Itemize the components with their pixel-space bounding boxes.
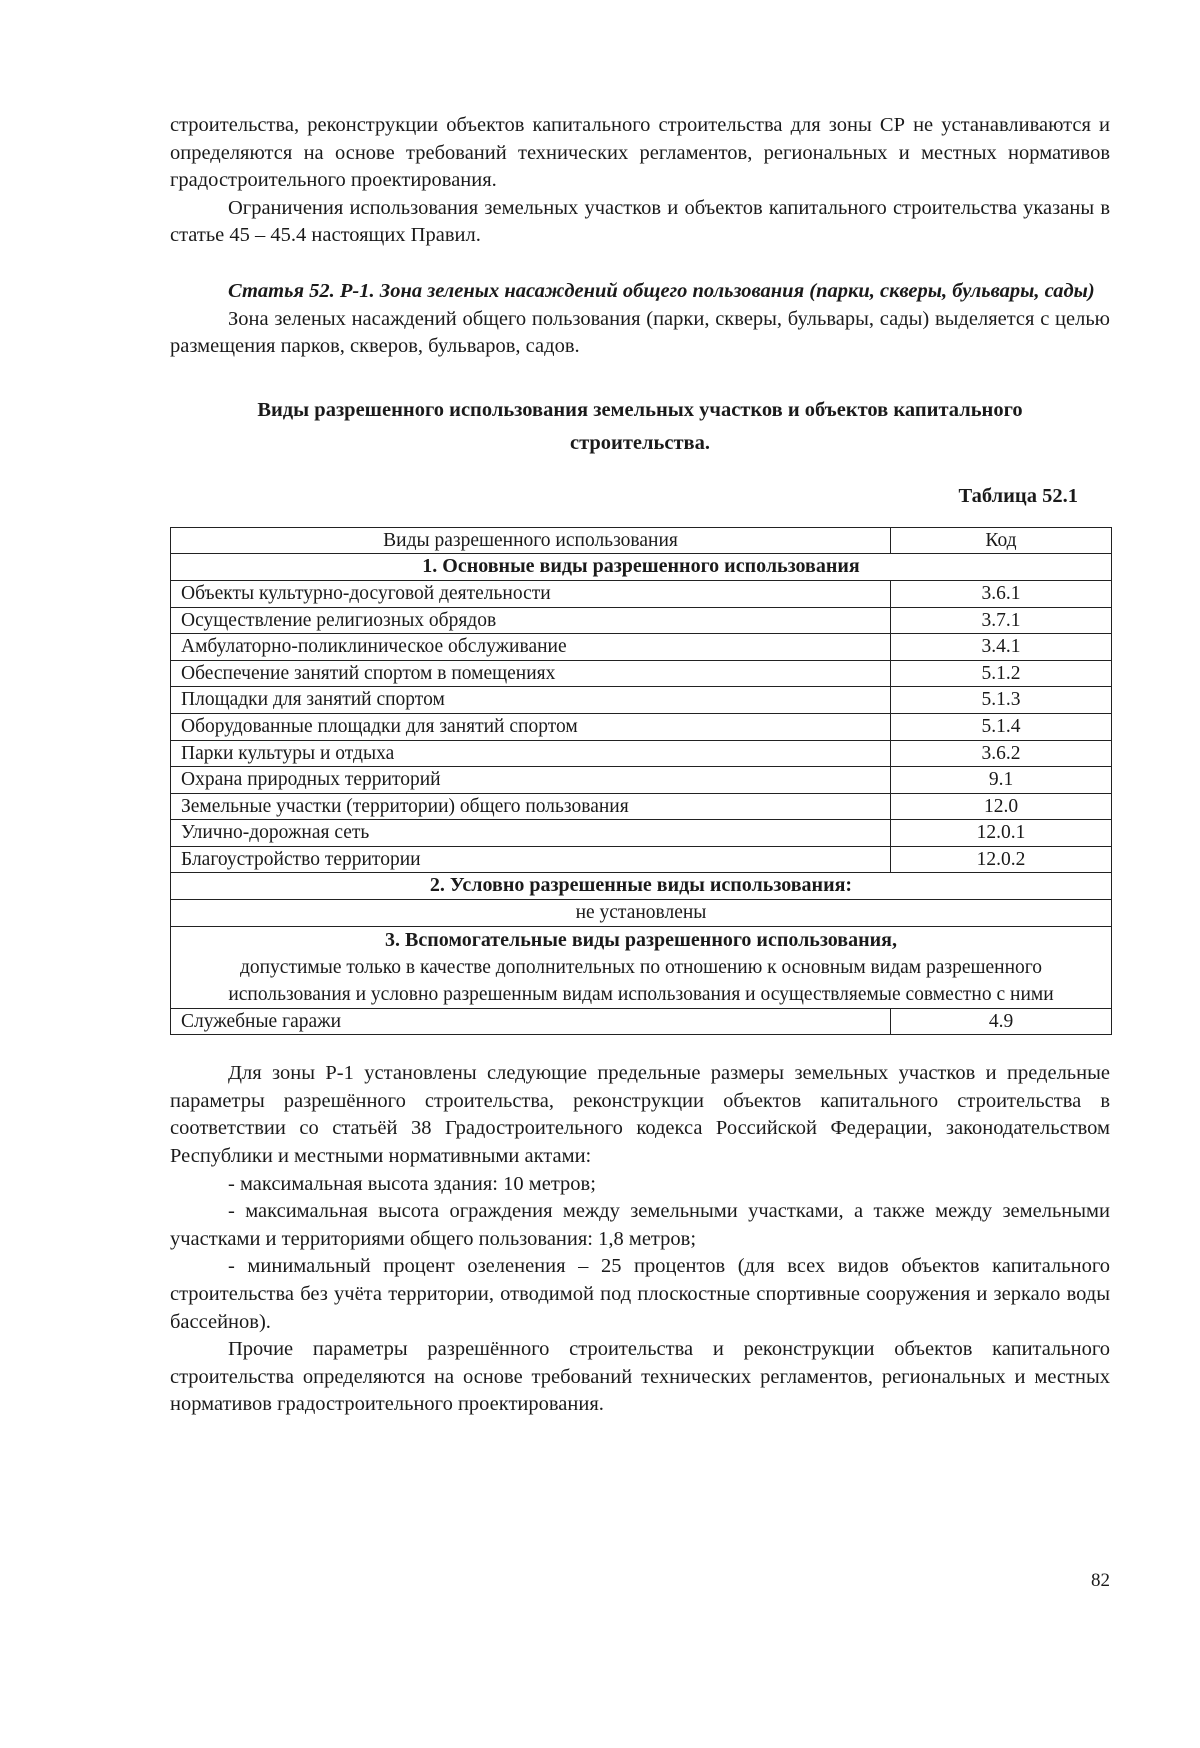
section-title-conditional: 2. Условно разрешенные виды использования:	[171, 873, 1112, 900]
table-header-row	[171, 527, 1112, 554]
params-item-height: - максимальная высота здания: 10 метров;	[228, 1172, 596, 1195]
use-code: 3.6.2	[891, 740, 1112, 767]
table-caption: Таблица 52.1	[958, 484, 1078, 507]
document-page	[170, 112, 1110, 1419]
conditional-value-row	[171, 900, 1112, 927]
table-row	[171, 820, 1112, 847]
column-header-code: Код	[891, 527, 1112, 554]
conditional-value: не установлены	[171, 900, 1112, 927]
article-title: Статья 52. Р-1. Зона зеленых насаждений общего пользования (парки, скверы, бульвары, сады)	[228, 279, 1095, 302]
table-row	[171, 634, 1112, 661]
use-name: Служебные гаражи	[171, 1008, 891, 1035]
table-row	[171, 687, 1112, 714]
use-code: 3.4.1	[891, 634, 1112, 661]
use-name: Охрана природных территорий	[171, 767, 891, 794]
params-item-fence: - максимальная высота ограждения между земельными участками, а также между земельными участками и территориями общего пользования: 1,8 метров;	[170, 1200, 1110, 1250]
use-name: Обеспечение занятий спортом в помещениях	[171, 660, 891, 687]
page-number: 82	[1091, 1570, 1110, 1591]
params-paragraph-1: Для зоны Р-1 установлены следующие предельные размеры земельных участков и предельные параметры разрешённого строительства, реконструкции объектов капитального строительства в соответствии со статьёй 38 Градостроительного кодекса Российской Федерации, законодательством Республики и местными нормативными актами:	[170, 1062, 1110, 1168]
use-code: 5.1.4	[891, 713, 1112, 740]
table-row	[171, 793, 1112, 820]
use-name: Осуществление религиозных обрядов	[171, 607, 891, 634]
section-row-conditional	[171, 873, 1112, 900]
table-row	[171, 713, 1112, 740]
table-row	[171, 846, 1112, 873]
section-row-main	[171, 554, 1112, 581]
article-text: Зона зеленых насаждений общего пользования (парки, скверы, бульвары, сады) выделяется с целью размещения парков, скверов, бульваров, садов.	[170, 307, 1110, 358]
use-code: 5.1.2	[891, 660, 1112, 687]
intro-paragraph-1: строительства, реконструкции объектов капитального строительства для зоны СР не устанавливаются и определяются на основе требований технических регламентов, региональных и местных нормативов градостроительного проектирования.	[170, 114, 1110, 192]
use-name: Амбулаторно-поликлиническое обслуживание	[171, 634, 891, 661]
table-row	[171, 607, 1112, 634]
column-header-name: Виды разрешенного использования	[171, 527, 891, 554]
use-code: 4.9	[891, 1008, 1112, 1035]
use-name: Парки культуры и отдыха	[171, 740, 891, 767]
use-name: Улично-дорожная сеть	[171, 820, 891, 847]
use-code: 5.1.3	[891, 687, 1112, 714]
intro-paragraph-2: Ограничения использования земельных участков и объектов капитального строительства указаны в статье 45 – 45.4 настоящих Правил.	[170, 196, 1110, 247]
use-code: 12.0.2	[891, 846, 1112, 873]
use-code: 9.1	[891, 767, 1112, 794]
use-name: Благоустройство территории	[171, 846, 891, 873]
use-code: 3.6.1	[891, 580, 1112, 607]
section-row-auxiliary	[171, 926, 1112, 1008]
section-auxiliary-description: допустимые только в качестве дополнительных по отношению к основным видам разрешенного использования и условно разрешенным видам использования и осуществляемые совместно с ними	[228, 956, 1054, 1005]
table-row	[171, 660, 1112, 687]
use-name: Площадки для занятий спортом	[171, 687, 891, 714]
section-title-auxiliary: 3. Вспомогательные виды разрешенного использования,	[385, 928, 897, 951]
table-row	[171, 740, 1112, 767]
use-code: 3.7.1	[891, 607, 1112, 634]
section-title-main: 1. Основные виды разрешенного использования	[171, 554, 1112, 581]
section-heading-line-2: строительства.	[569, 431, 710, 454]
use-code: 12.0.1	[891, 820, 1112, 847]
use-name: Земельные участки (территории) общего пользования	[171, 793, 891, 820]
section-heading	[170, 394, 1110, 460]
section-heading-line-1: Виды разрешенного использования земельных участков и объектов капитального	[257, 398, 1023, 421]
params-paragraph-2: Прочие параметры разрешённого строительства и реконструкции объектов капитального строительства определяются на основе требований технических регламентов, региональных и местных нормативов градостроительного проектирования.	[170, 1338, 1110, 1416]
section-auxiliary-cell	[171, 926, 1112, 1008]
params-item-greening: - минимальный процент озеленения – 25 процентов (для всех видов объектов капитального строительства без учёта территории, отводимой под плоскостные спортивные сооружения и зеркало воды бассейнов).	[170, 1255, 1110, 1333]
table-row	[171, 580, 1112, 607]
land-use-table	[170, 527, 1112, 1036]
use-code: 12.0	[891, 793, 1112, 820]
use-name: Объекты культурно-досуговой деятельности	[171, 580, 891, 607]
use-name: Оборудованные площадки для занятий спортом	[171, 713, 891, 740]
table-row	[171, 1008, 1112, 1035]
table-row	[171, 767, 1112, 794]
